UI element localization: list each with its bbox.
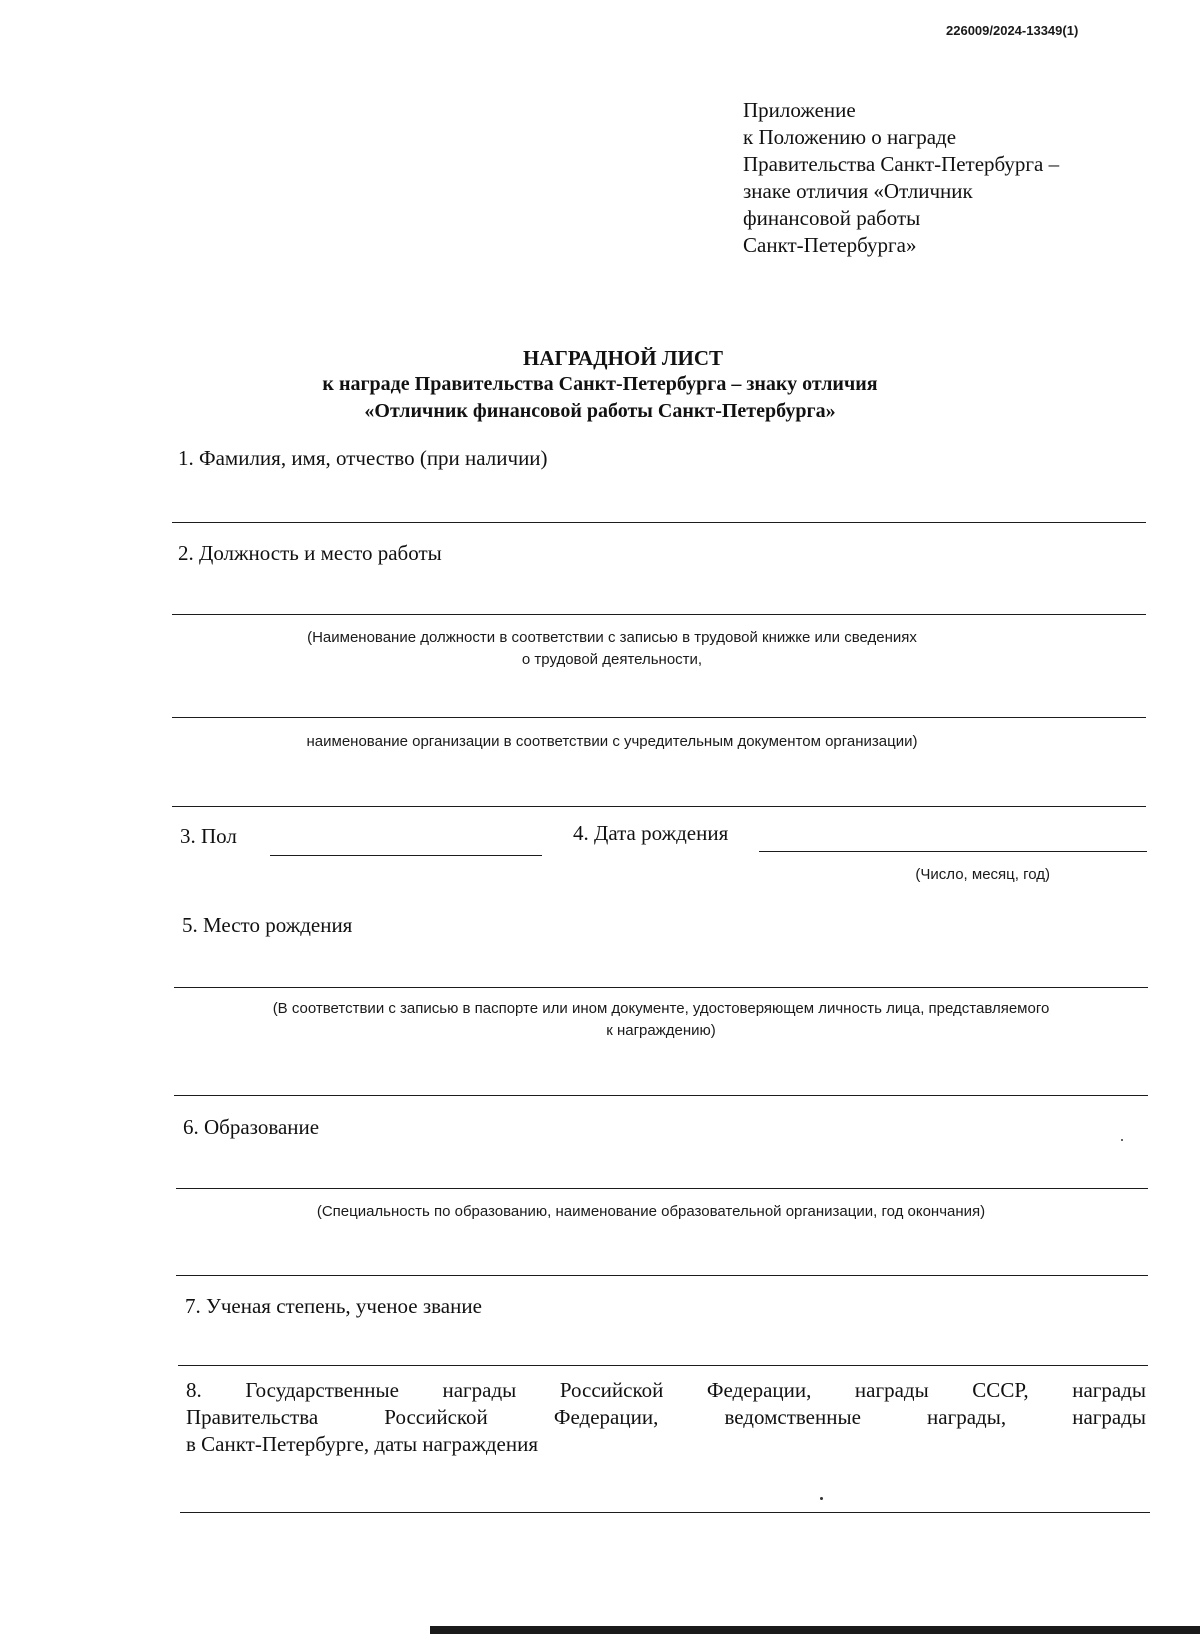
field-7-line[interactable] bbox=[178, 1365, 1148, 1366]
field-2-line-extra[interactable] bbox=[172, 806, 1146, 807]
appendix-line: Приложение bbox=[743, 98, 856, 122]
field-1-line[interactable] bbox=[172, 522, 1146, 523]
hint-line: о трудовой деятельности, bbox=[521, 651, 703, 668]
field-4-line[interactable] bbox=[759, 851, 1147, 852]
hint-line: (Наименование должности в соответствии с записью в трудовой книжке или сведениях bbox=[307, 629, 917, 646]
title-line-2: к награде Правительства Санкт-Петербурга – знаку отличия bbox=[322, 373, 878, 395]
field-4-label: 4. Дата рождения bbox=[573, 821, 729, 845]
field-8-line[interactable] bbox=[180, 1512, 1150, 1513]
appendix-line: Санкт-Петербурга» bbox=[743, 233, 917, 257]
field-7-label: 7. Ученая степень, ученое звание bbox=[185, 1294, 482, 1318]
document-title bbox=[0, 345, 1200, 425]
appendix-line: знаке отличия «Отличник bbox=[743, 179, 973, 203]
field-6-line-extra[interactable] bbox=[176, 1275, 1148, 1276]
field-4-hint: (Число, месяц, год) bbox=[915, 866, 1050, 883]
field-3-line[interactable] bbox=[270, 855, 542, 856]
field-2-line-position[interactable] bbox=[172, 614, 1146, 615]
hint-line: к награждению) bbox=[606, 1022, 716, 1039]
appendix-note bbox=[743, 97, 1059, 259]
field-8-line-1: 8. Государственные награды Российской Федерации, награды СССР, награды bbox=[186, 1378, 1146, 1402]
field-2-label: 2. Должность и место работы bbox=[178, 541, 442, 565]
field-6-line[interactable] bbox=[176, 1188, 1148, 1189]
appendix-line: финансовой работы bbox=[743, 206, 921, 230]
field-5-line[interactable] bbox=[174, 987, 1148, 988]
field-8-line-3: в Санкт-Петербурге, даты награждения bbox=[186, 1432, 538, 1456]
document-id: 226009/2024-13349(1) bbox=[946, 23, 1079, 38]
scan-speck bbox=[820, 1497, 823, 1500]
field-3-label: 3. Пол bbox=[180, 824, 237, 848]
field-2-hint-2: наименование организации в соответствии с учредительным документом организации) bbox=[306, 733, 918, 750]
field-2-line-organization[interactable] bbox=[172, 717, 1146, 718]
field-5-line-extra[interactable] bbox=[174, 1095, 1148, 1096]
appendix-line: к Положению о награде bbox=[743, 125, 957, 149]
field-1-label: 1. Фамилия, имя, отчество (при наличии) bbox=[178, 446, 548, 470]
title-line-3: «Отличник финансовой работы Санкт-Петербурга» bbox=[364, 400, 836, 422]
field-6-hint: (Специальность по образованию, наименование образовательной организации, год окончания) bbox=[316, 1203, 986, 1220]
hint-line: (В соответствии с записью в паспорте или ином документе, удостоверяющем личность лица, представляемого bbox=[272, 1000, 1050, 1017]
field-8-line-2: Правительства Российской Федерации, ведомственные награды, награды bbox=[186, 1405, 1146, 1429]
scan-edge-bar bbox=[430, 1626, 1200, 1634]
field-2-hint-1 bbox=[172, 627, 1052, 671]
field-5-label: 5. Место рождения bbox=[182, 913, 353, 937]
field-6-label: 6. Образование bbox=[183, 1115, 320, 1139]
appendix-line: Правительства Санкт-Петербурга – bbox=[743, 152, 1060, 176]
scan-speck bbox=[1121, 1139, 1123, 1141]
field-8-label bbox=[186, 1377, 1146, 1458]
field-5-hint bbox=[174, 998, 1148, 1042]
title-main: НАГРАДНОЙ ЛИСТ bbox=[522, 346, 724, 370]
